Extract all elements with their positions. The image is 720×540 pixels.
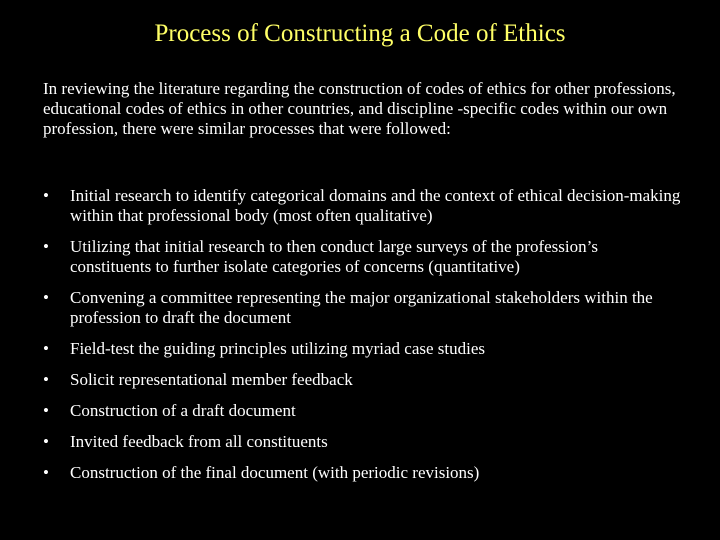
bullet-icon: • [43,288,49,307]
bullet-item-field-test [43,339,683,359]
bullet-text: Utilizing that initial research to then conduct large surveys of the profession’s constituents to further isolate categories of concerns (quantitative) [70,237,598,276]
bullet-text: Field-test the guiding principles utilizing myriad case studies [70,339,486,358]
bullet-icon: • [43,401,49,420]
bullet-icon: • [43,186,49,205]
bullet-text: Initial research to identify categorical domains and the context of ethical decision-making within that professional body (most often qualitative) [70,186,681,225]
bullet-icon: • [43,432,49,451]
bullet-text: Construction of the final document (with periodic revisions) [70,463,480,482]
bullet-icon: • [43,370,49,389]
bullet-text: Solicit representational member feedback [70,370,353,389]
bullet-item-initial-research [43,186,683,226]
bullet-icon: • [43,463,49,482]
bullet-item-invited-feedback [43,432,683,452]
intro-paragraph: In reviewing the literature regarding the construction of codes of ethics for other professions, educational codes of ethics in other countries, and discipline -specific codes within our own profession, there were similar processes that were followed: [43,79,676,138]
bullet-item-member-feedback [43,370,683,390]
bullet-text: Convening a committee representing the major organizational stakeholders within the profession to draft the document [70,288,653,327]
bullet-item-large-surveys [43,237,683,277]
bullet-text: Construction of a draft document [70,401,296,420]
bullet-item-draft-document [43,401,683,421]
bullet-text: Invited feedback from all constituents [70,432,328,451]
bullet-item-committee [43,288,683,328]
bullet-item-final-document [43,463,683,483]
bullet-icon: • [43,237,49,256]
bullet-list [43,186,683,494]
slide-title: Process of Constructing a Code of Ethics [154,20,566,47]
bullet-icon: • [43,339,49,358]
